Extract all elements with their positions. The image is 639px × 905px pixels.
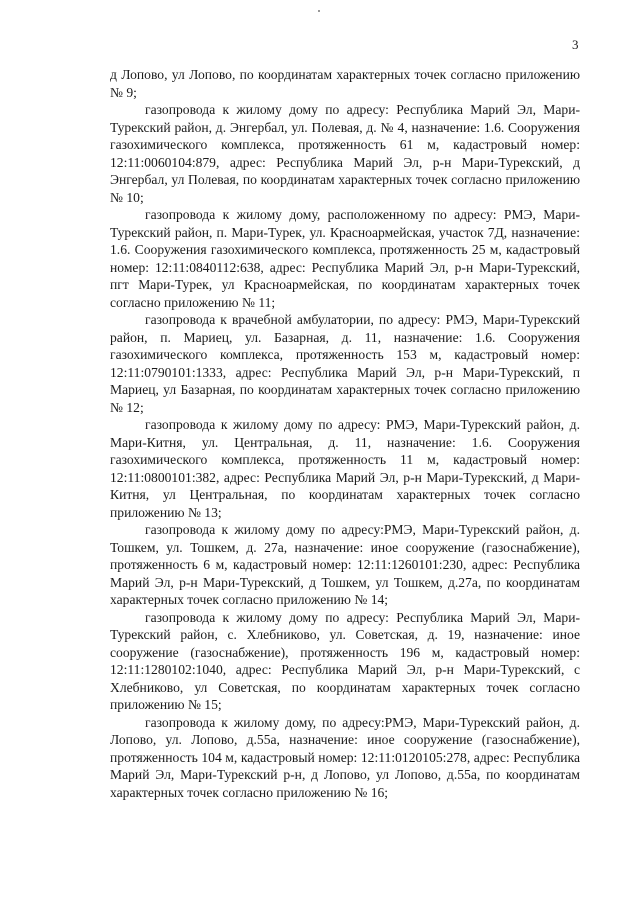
paragraph: газопровода к жилому дому по адресу: Республика Марий Эл, Мари-Турекский район, с. Хлебниково, ул. Советская, д. 19, назначение: иное сооружение (газоснабжение), протяженность 196 м, кадастровый номер: 12:11:1280102:1040, адрес: Республика Марий Эл, р-н Мари-Турекский, с Хлебниково, ул Советская, по координатам характерных точек согласно приложению № 15; <box>110 609 580 712</box>
paragraph: газопровода к жилому дому по адресу: Республика Марий Эл, Мари-Турекский район, д. Энгербал, ул. Полевая, д. № 4, назначение: 1.6. Сооружения газохимического комплекса, протяженность 61 м, кадастровый номер: 12:11:0060104:879, адрес: Республика Марий Эл, р-н Мари-Турекский, д Энгербал, ул Полевая, по координатам характерных точек согласно приложению № 10; <box>110 102 580 205</box>
paragraph: газопровода к жилому дому по адресу:РМЭ, Мари-Турекский район, д. Тошкем, ул. Тошкем, д. 27а, назначение: иное сооружение (газоснабжение), протяженность 6 м, кадастровый номер: 12:11:1260101:230, адрес: Республика Марий Эл, р-н Мари-Турекский, д Тошкем, ул Тошкем, д.27а, по координатам характерных точек согласно приложению № 14; <box>110 522 580 607</box>
scan-speck <box>318 10 320 12</box>
paragraph: газопровода к жилому дому по адресу: РМЭ, Мари-Турекский район, д. Мари-Китня, ул. Центральная, д. 11, назначение: 1.6. Сооружения газохимического комплекса, протяженность 11 м, кадастровый номер: 12:11:0800101:382, адрес: Республика Марий Эл, р-н Мари-Турекский, д Мари-Китня, ул Центральная, по координатам характерных точек согласно приложению № 13; <box>110 417 580 520</box>
paragraph: газопровода к жилому дому, по адресу:РМЭ, Мари-Турекский район, д. Лопово, ул. Лопово, д.55а, назначение: иное сооружение (газоснабжение), протяженность 104 м, кадастровый номер: 12:11:0120105:278, адрес: Республика Марий Эл, Мари-Турекский р-н, д Лопово, ул Лопово, д.55а, по координатам характерных точек согласно приложению № 16; <box>110 714 580 800</box>
paragraph: д Лопово, ул Лопово, по координатам характерных точек согласно приложению № 9; <box>110 67 580 100</box>
document-body <box>110 66 580 801</box>
page-number: 3 <box>572 37 579 52</box>
paragraph: газопровода к жилому дому, расположенному по адресу: РМЭ, Мари-Турекский район, п. Мари-Турек, ул. Красноармейская, участок 7Д, назначение: 1.6. Сооружения газохимического комплекса, протяженность 25 м, кадастровый номер: 12:11:0840112:638, адрес: Республика Марий Эл, р-н Мари-Турекский, пгт Мари-Турек, ул Красноармейская, по координатам характерных точек согласно приложению № 11; <box>110 207 580 310</box>
paragraph: газопровода к врачебной амбулатории, по адресу: РМЭ, Мари-Турекский район, п. Мариец, ул. Базарная, д. 11, назначение: 1.6. Сооружения газохимического комплекса, протяженность 153 м, кадастровый номер: 12:11:0790101:1333, адрес: Республика Марий Эл, р-н Мари-Турекский, п Мариец, ул Базарная, по координатам характерных точек согласно приложению № 12; <box>110 312 580 415</box>
